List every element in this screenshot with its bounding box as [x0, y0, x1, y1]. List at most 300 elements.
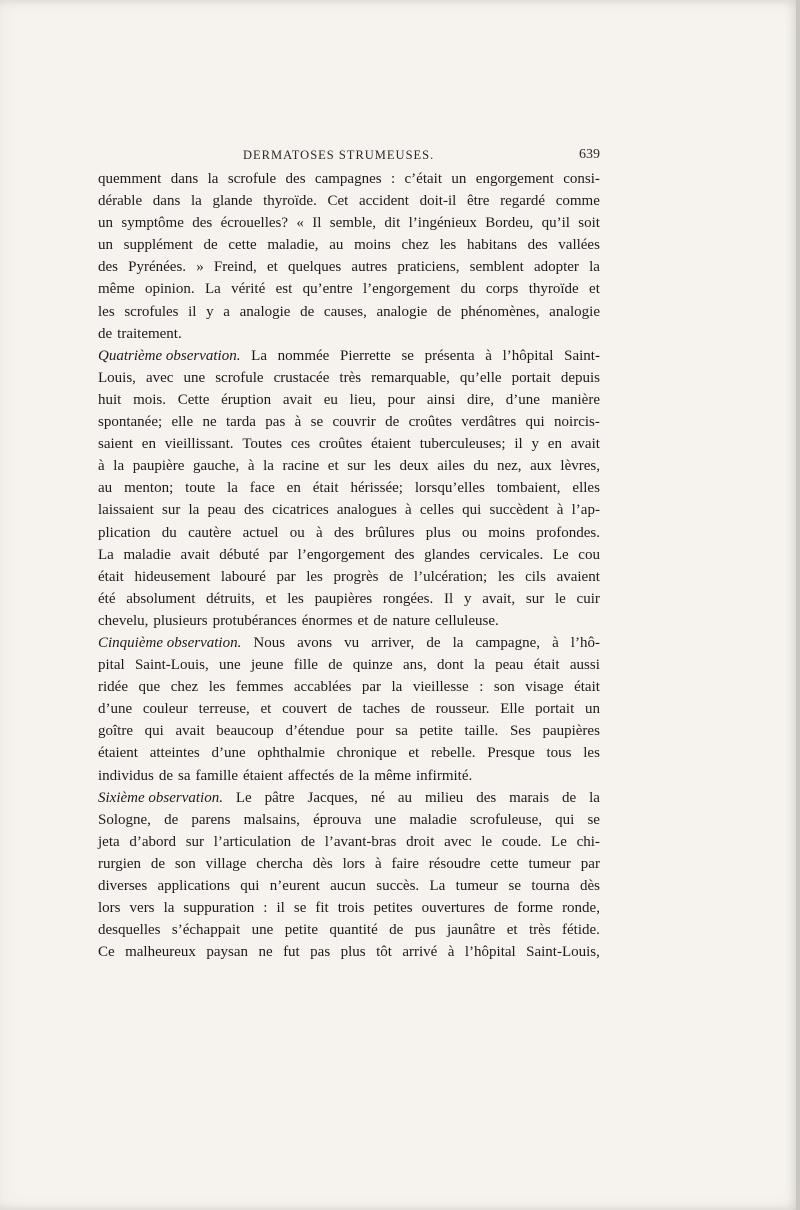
word: Le [551, 833, 567, 850]
word: atteintes [149, 745, 200, 762]
word: et [265, 590, 277, 607]
word: village [205, 855, 247, 872]
text-line [98, 787, 600, 809]
text-line [98, 234, 600, 256]
word: croûtes [408, 414, 452, 431]
text-line [98, 831, 600, 853]
word: de [150, 855, 166, 872]
word: rongées. [382, 590, 434, 607]
word: malheureux [125, 944, 196, 961]
word: accident [358, 193, 409, 210]
word: pour [387, 391, 416, 408]
word: affectés [287, 767, 335, 784]
word: moins [488, 524, 525, 541]
word: tarda [225, 414, 256, 431]
word: Elle [500, 701, 525, 718]
word: couvert [282, 701, 328, 718]
word: la [188, 502, 200, 519]
word: au [98, 480, 113, 497]
word: est [275, 281, 293, 298]
word: plication [98, 524, 151, 541]
word: d’une [211, 745, 246, 762]
word: taches [362, 701, 401, 718]
word: labouré [220, 568, 266, 585]
word: engorgement [475, 171, 554, 187]
word: par [361, 679, 381, 696]
text-line [98, 698, 600, 720]
word: mois. [133, 391, 167, 408]
word: ainsi [426, 391, 456, 408]
word: chi- [576, 833, 600, 850]
word: moins [354, 237, 391, 254]
text-line [98, 566, 600, 588]
text-line [98, 301, 600, 323]
word: paupières [314, 590, 373, 607]
word: couleur [142, 701, 188, 718]
word: des [476, 789, 497, 806]
word: racine [282, 458, 320, 475]
word: elle [171, 414, 194, 431]
text-line [98, 367, 600, 389]
text-line [98, 256, 600, 278]
word: pour [356, 723, 384, 740]
word: de [339, 767, 354, 784]
word: rousseur. [435, 701, 490, 718]
word: quinze [352, 657, 393, 674]
page-number: 639 [579, 147, 600, 162]
word: lèvres, [560, 458, 600, 475]
word: l’engorgement [362, 281, 451, 298]
word: eu [323, 391, 338, 408]
word: consi- [563, 171, 600, 187]
word: par [276, 568, 296, 585]
word: analogie [376, 303, 428, 320]
word: thyroïde. [263, 193, 317, 210]
word: que [138, 679, 161, 696]
word: campagne, [475, 634, 541, 651]
text-line [98, 212, 600, 234]
word: taille. [464, 723, 499, 740]
word: la [227, 480, 238, 497]
word: à [316, 524, 323, 541]
word: en [141, 436, 156, 453]
word: se [310, 414, 324, 431]
word: nez, [496, 458, 522, 475]
word: un [584, 701, 600, 718]
word: détruits, [206, 590, 255, 607]
word: autres [351, 259, 388, 276]
text-line [98, 455, 600, 477]
word: dans [170, 171, 199, 187]
word: sur [185, 833, 205, 850]
word: de [300, 303, 315, 320]
word: tumeur [455, 878, 499, 894]
word: beaucoup [216, 723, 274, 740]
word: thyroïde [528, 281, 579, 298]
body-text [98, 168, 600, 963]
word: toute [185, 480, 216, 497]
word: ou [461, 524, 477, 541]
word: celluleuse. [435, 612, 499, 629]
word: était [574, 679, 600, 696]
word: à [247, 458, 255, 475]
word: Il [444, 590, 454, 607]
word: ne [202, 414, 217, 431]
word: Bordeu, [485, 215, 534, 232]
word: des [527, 237, 548, 254]
word: praticiens, [397, 259, 460, 276]
word: menton; [124, 480, 174, 497]
text-line [98, 588, 600, 610]
text-line [98, 610, 600, 632]
word: celles [419, 502, 455, 519]
word: présenta [424, 347, 475, 364]
word: qu’entre [302, 281, 353, 298]
text-line [98, 544, 600, 566]
word: paupière [132, 458, 185, 475]
word: lorsqu’elles [414, 480, 485, 497]
word: arriver, [371, 634, 415, 651]
word: laissaient [98, 502, 154, 519]
word: spontanée; [98, 414, 163, 431]
word: la [263, 458, 274, 475]
word: cette [490, 855, 519, 872]
word: Cette [177, 391, 210, 408]
word: se [293, 900, 307, 917]
word: le [554, 590, 566, 607]
text-line [98, 853, 600, 875]
word: goître [98, 723, 133, 740]
word: scrofules [124, 303, 179, 320]
word: tourna [531, 878, 570, 894]
word: à [447, 944, 455, 961]
word: sa [395, 723, 408, 740]
word: fétide. [562, 922, 600, 939]
word: pas [265, 414, 286, 431]
word: de [562, 789, 577, 806]
word: à [556, 502, 564, 519]
observation-heading: Sixième observation. [98, 789, 223, 806]
word: les [98, 303, 115, 320]
word: les [583, 745, 600, 762]
word: chez [401, 237, 429, 254]
word: traitement. [117, 325, 182, 342]
word: vérité [231, 281, 266, 298]
word: y [463, 590, 472, 607]
word: à [405, 502, 412, 519]
word: les [208, 679, 226, 696]
word: infirmité. [416, 767, 473, 784]
word: dérable [98, 193, 143, 210]
word: corps [485, 281, 519, 298]
word: c’était [404, 171, 442, 187]
word: avec [444, 833, 472, 850]
word: phénomènes, [460, 303, 540, 320]
word: face [249, 480, 275, 497]
text-line [98, 389, 600, 411]
word: dès [312, 855, 333, 872]
word: plusieurs [153, 612, 208, 629]
word: tombaient, [496, 480, 561, 497]
text-line [98, 919, 600, 941]
word: même [98, 281, 135, 298]
word: aucun [330, 878, 366, 894]
word: ces [290, 436, 311, 453]
word: vu [344, 634, 360, 651]
word: avait [180, 546, 210, 563]
word: à [485, 347, 492, 364]
word: se [401, 347, 414, 364]
word: applications [157, 878, 230, 894]
word: au [329, 237, 344, 254]
word: milieu [424, 789, 464, 806]
word: couvrir [332, 414, 376, 431]
word: de [410, 701, 426, 718]
word: l’hô- [570, 634, 600, 651]
word: scrofuleuse, [469, 811, 543, 828]
word: vallées [558, 237, 600, 254]
word: l’hôpital [502, 347, 554, 364]
word: : [479, 679, 484, 696]
word: sur [161, 502, 181, 519]
word: l’ulcération; [413, 568, 488, 585]
word: des [333, 524, 354, 541]
word: il [514, 436, 523, 453]
word: ailes [437, 458, 465, 475]
text-line [98, 720, 600, 742]
word: protubérances [212, 612, 297, 629]
word: pital [98, 657, 125, 674]
word: dans [152, 193, 181, 210]
word: très [528, 922, 551, 939]
word: d’une [98, 701, 133, 718]
word: aussi [569, 657, 600, 674]
word: jaunâtre [446, 922, 496, 939]
word: dire, [466, 391, 495, 408]
word: Nous [253, 634, 286, 651]
word: l’ingénieux [408, 215, 477, 232]
word: et [589, 281, 600, 298]
word: opinion. [145, 281, 195, 298]
word: l’engorgement [297, 546, 385, 563]
word: Jacques, [307, 789, 358, 806]
running-title: DERMATOSES STRUMEUSES. [243, 148, 435, 162]
word: Il [312, 215, 322, 232]
word: maladie [409, 811, 457, 828]
word: avait [282, 391, 313, 408]
text-line [98, 654, 600, 676]
word: scrofule [215, 369, 264, 386]
word: analogie [549, 303, 600, 320]
word: des [285, 171, 306, 187]
word: cou [578, 546, 600, 563]
text-line [98, 345, 600, 367]
word: chercha [256, 855, 303, 872]
word: de [328, 657, 343, 674]
word: La [429, 878, 446, 894]
word: actuel [242, 524, 279, 541]
word: chronique [336, 745, 397, 762]
word: l’hôpital [464, 944, 516, 961]
word: Sologne, [98, 811, 151, 828]
word: de [373, 612, 388, 629]
word: » [196, 259, 204, 276]
word: individus [98, 767, 154, 784]
word: avait [570, 436, 600, 453]
word: la [391, 679, 403, 696]
word: rurgien [98, 855, 142, 872]
word: dès [579, 878, 600, 894]
word: du [460, 281, 476, 298]
word: noircis- [554, 414, 600, 431]
word: éruption [221, 391, 272, 408]
word: avaient [556, 568, 600, 585]
word: croûtes [318, 436, 363, 453]
word: droit [406, 833, 435, 850]
text-line [98, 809, 600, 831]
word: absolument [126, 590, 196, 607]
word: La [98, 546, 114, 563]
word: portait [535, 701, 575, 718]
word: suppuration [183, 900, 255, 917]
word: né [370, 789, 385, 806]
text-line [98, 941, 600, 963]
word: saient [98, 436, 133, 453]
word: symptôme [121, 215, 184, 232]
word: lors [98, 900, 121, 917]
word: ne [258, 944, 273, 961]
word: tuberculeuses; [419, 436, 506, 453]
word: ou [289, 524, 305, 541]
word: plus [340, 944, 366, 961]
word: de [158, 767, 174, 784]
word: brûlures [365, 524, 415, 541]
word: lors [342, 855, 366, 872]
word: quantité [329, 922, 378, 939]
word: à [552, 634, 559, 651]
word: y [531, 436, 539, 453]
observation-heading: Quatrième observation. [98, 347, 241, 364]
word: étaient [243, 767, 283, 784]
word: peau [207, 502, 236, 519]
word: étaient [98, 745, 138, 762]
word: dont [437, 657, 464, 674]
word: un [98, 215, 113, 232]
word: s’échappait [171, 922, 241, 939]
word: chez [170, 679, 199, 696]
text-line [98, 411, 600, 433]
word: qui [462, 502, 482, 519]
page-edge [796, 0, 800, 1210]
word: qui [525, 414, 545, 431]
word: la [589, 789, 600, 806]
word: pâtre [264, 789, 295, 806]
text-line [98, 499, 600, 521]
word: ridée [98, 679, 128, 696]
word: des [98, 259, 118, 276]
word: jeta [98, 833, 120, 850]
word: ophthalmie [257, 745, 325, 762]
word: malsains, [243, 811, 300, 828]
word: comme [555, 193, 600, 210]
word: les [306, 568, 323, 585]
word: doit-il [419, 193, 457, 210]
word: cautère [188, 524, 232, 541]
word: La [204, 281, 221, 298]
word: vieillissant. [164, 436, 234, 453]
word: Pyrénées. [128, 259, 187, 276]
word: au [397, 789, 413, 806]
word: la [358, 767, 370, 784]
word: glande [212, 193, 253, 210]
word: petites [373, 900, 413, 917]
word: Le [552, 546, 569, 563]
word: n’eurent [269, 878, 320, 894]
word: Saint-Louis, [134, 657, 209, 674]
word: des [243, 502, 264, 519]
observation-heading: Cinquième observation. [98, 634, 242, 651]
text-line [98, 765, 600, 787]
text-line [98, 168, 600, 190]
text-line [98, 190, 600, 212]
text-line [98, 875, 600, 897]
word: portait [511, 369, 551, 386]
word: avait, [482, 590, 516, 607]
text-line [98, 522, 600, 544]
text-line [98, 433, 600, 455]
word: causes, [323, 303, 367, 320]
page-header [98, 148, 600, 166]
word: manière [551, 391, 600, 408]
word: d’étendue [285, 723, 345, 740]
word: adopter [533, 259, 579, 276]
word: : [263, 900, 268, 917]
word: à [294, 414, 302, 431]
word: diverses [98, 878, 148, 894]
word: petite [284, 922, 319, 939]
word: de [164, 811, 179, 828]
word: paysan [206, 944, 249, 961]
word: de [385, 414, 400, 431]
word: de [98, 325, 113, 342]
word: du [473, 458, 489, 475]
word: qui [144, 723, 164, 740]
word: nommée [277, 347, 330, 364]
word: petite [419, 723, 453, 740]
word: visage [525, 679, 564, 696]
word: très [339, 369, 362, 386]
word: Presque [487, 745, 535, 762]
word: de [300, 833, 316, 850]
word: et [327, 458, 339, 475]
word: peau [495, 657, 524, 674]
word: même [374, 767, 411, 784]
word: elles [572, 480, 600, 497]
word: les [287, 590, 304, 607]
word: lieu, [349, 391, 376, 408]
word: campagnes [314, 171, 382, 187]
word: vieillesse [412, 679, 469, 696]
text-line [98, 323, 600, 345]
word: chevelu, [98, 612, 149, 629]
word: en [286, 480, 301, 497]
word: tumeur [528, 855, 571, 872]
word: une [374, 811, 397, 828]
word: résoudre [428, 855, 481, 872]
word: à [374, 855, 382, 872]
word: deux [399, 458, 429, 475]
word: avec [145, 369, 174, 386]
